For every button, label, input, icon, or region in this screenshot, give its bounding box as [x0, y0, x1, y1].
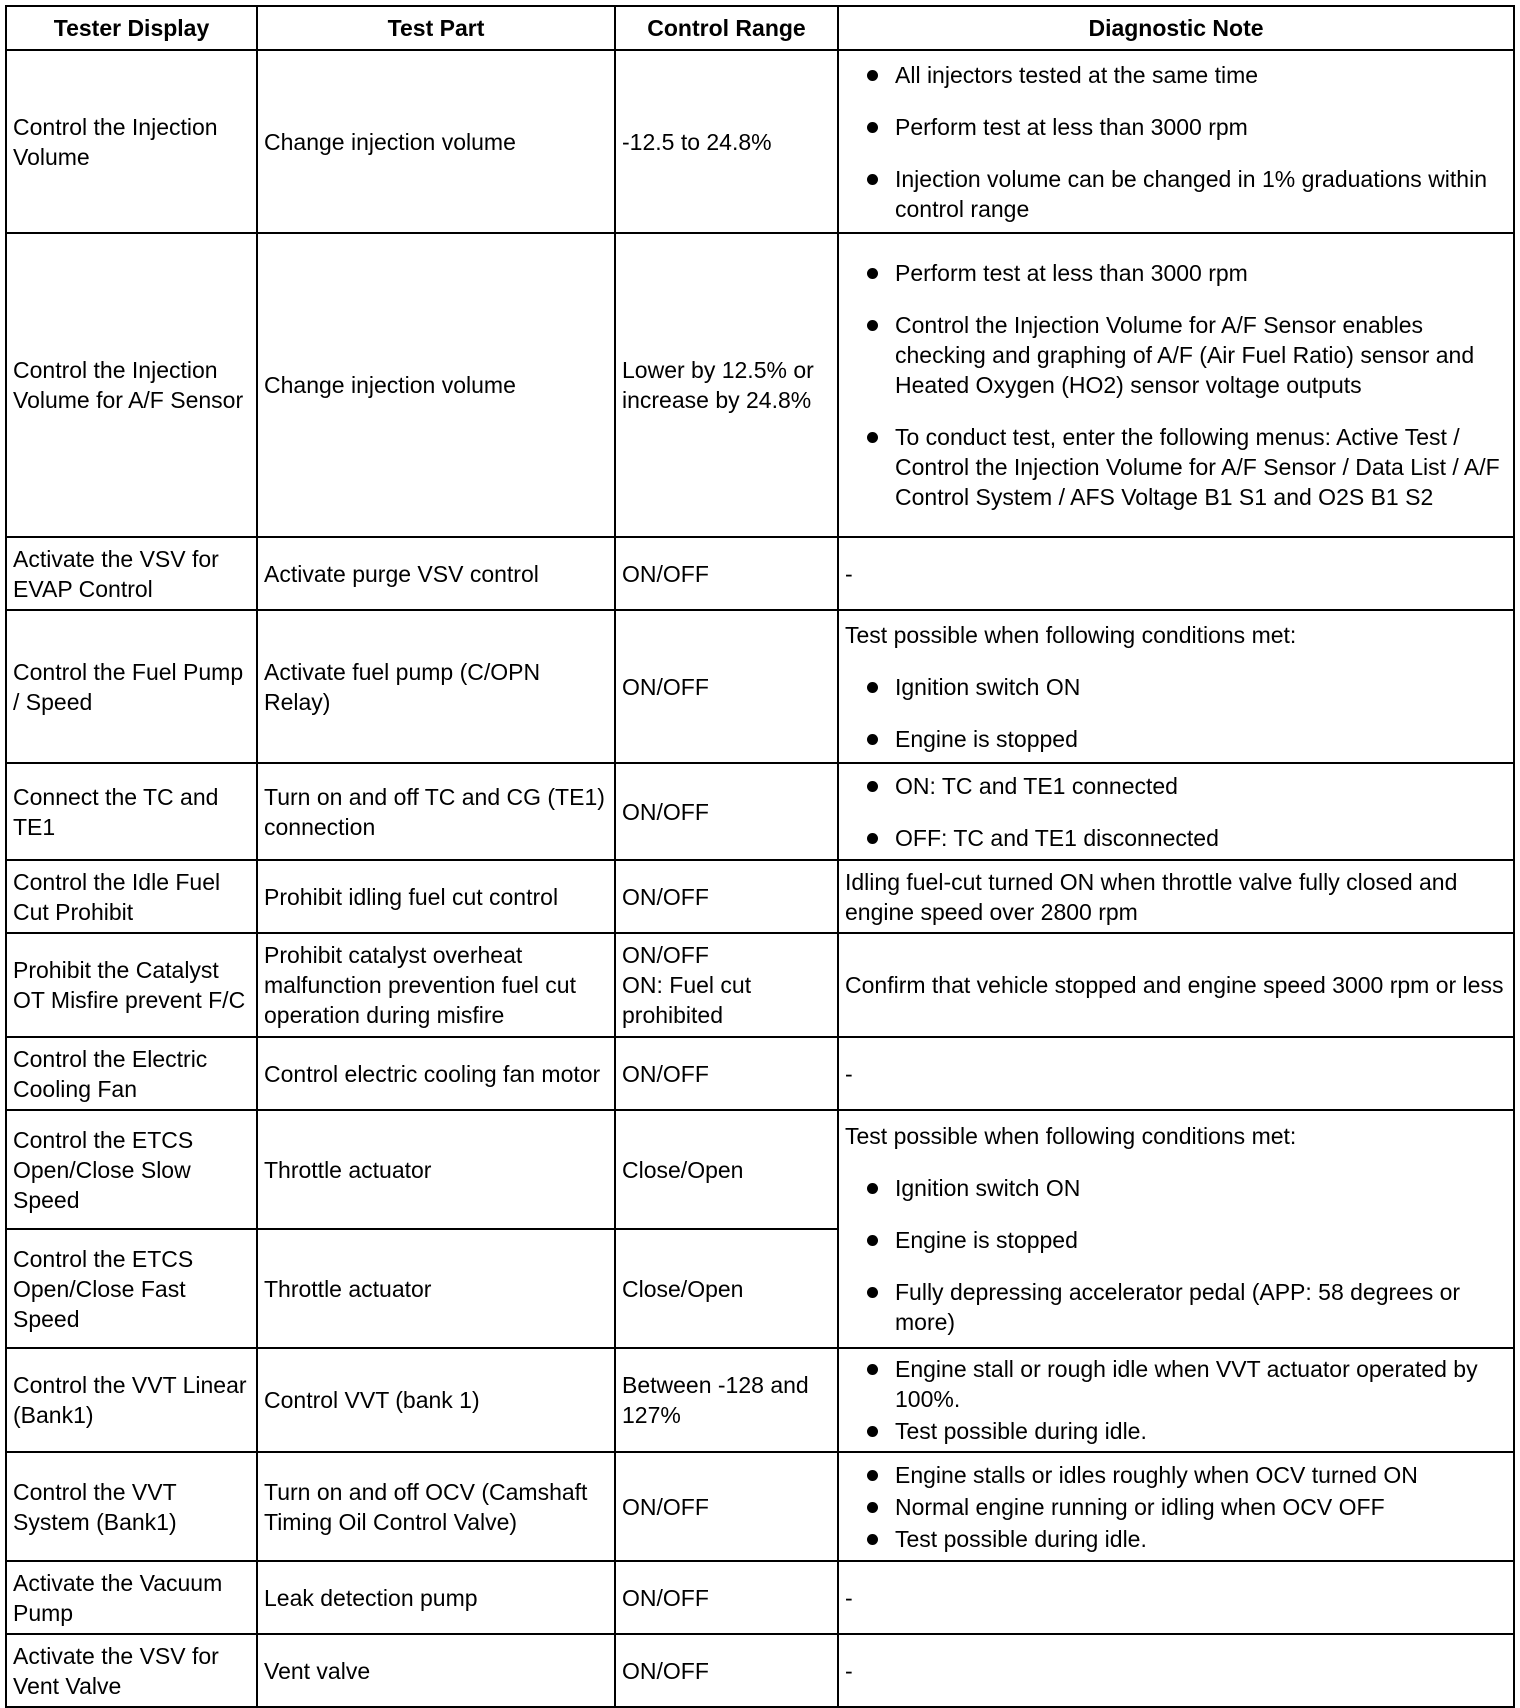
note-bullet: All injectors tested at the same time: [845, 60, 1507, 90]
control-range-line: ON/OFF: [622, 942, 709, 968]
tester-display-cell: Control the VVT System (Bank1): [6, 1452, 257, 1561]
control-range-cell: ON/OFF: [615, 1037, 838, 1110]
diagnostic-note-cell: [838, 1110, 1514, 1348]
note-list: [845, 672, 1507, 754]
diagnostic-note-cell: -: [838, 1037, 1514, 1110]
table-row: [6, 860, 1514, 933]
note-bullet: Ignition switch ON: [845, 1173, 1507, 1203]
diagnostic-note-cell: -: [838, 537, 1514, 610]
note-list: [845, 60, 1507, 224]
control-range-cell: [615, 933, 838, 1037]
tester-display-cell: Control the Electric Cooling Fan: [6, 1037, 257, 1110]
table-row: [6, 610, 1514, 763]
diagnostic-note-cell: [838, 233, 1514, 537]
control-range-cell: ON/OFF: [615, 537, 838, 610]
test-part-cell: Throttle actuator: [257, 1229, 615, 1348]
tester-display-cell: Control the Injection Volume for A/F Sensor: [6, 233, 257, 537]
test-part-cell: Throttle actuator: [257, 1110, 615, 1229]
table-row: [6, 933, 1514, 1037]
control-range-cell: ON/OFF: [615, 610, 838, 763]
note-intro: Test possible when following conditions met:: [845, 621, 1297, 648]
test-part-cell: Leak detection pump: [257, 1561, 615, 1634]
header-row: [6, 6, 1514, 50]
table-row: [6, 1634, 1514, 1707]
tester-display-cell: Control the Fuel Pump / Speed: [6, 610, 257, 763]
tester-display-cell: Activate the Vacuum Pump: [6, 1561, 257, 1634]
note-list: [845, 1460, 1507, 1554]
note-bullet: Engine stall or rough idle when VVT actuator operated by 100%.: [845, 1354, 1507, 1414]
diagnostic-note-cell: [838, 1348, 1514, 1452]
note-bullet: Engine is stopped: [845, 724, 1507, 754]
table-row: [6, 1348, 1514, 1452]
note-bullet: Perform test at less than 3000 rpm: [845, 258, 1507, 288]
control-range-line: ON: Fuel cut prohibited: [622, 972, 752, 1028]
note-bullet: Normal engine running or idling when OCV OFF: [845, 1492, 1507, 1522]
test-part-cell: Activate purge VSV control: [257, 537, 615, 610]
table-row: [6, 1110, 1514, 1229]
control-range-cell: ON/OFF: [615, 1561, 838, 1634]
note-bullet: To conduct test, enter the following menus: Active Test / Control the Injection Volume for A/F Sensor / Data List / A/F Control System / AFS Voltage B1 S1 and O2S B1 S2: [845, 422, 1507, 512]
table-row: [6, 1452, 1514, 1561]
header-test-part: Test Part: [257, 6, 615, 50]
tester-display-cell: Activate the VSV for Vent Valve: [6, 1634, 257, 1707]
control-range-cell: Close/Open: [615, 1229, 838, 1348]
note-list: [845, 1173, 1507, 1337]
table-row: [6, 537, 1514, 610]
test-part-cell: Control electric cooling fan motor: [257, 1037, 615, 1110]
table-row: [6, 1561, 1514, 1634]
note-bullet: Control the Injection Volume for A/F Sensor enables checking and graphing of A/F (Air Fuel Ratio) sensor and Heated Oxygen (HO2) sensor voltage outputs: [845, 310, 1507, 400]
diagnostic-note-cell: Idling fuel-cut turned ON when throttle valve fully closed and engine speed over 2800 rpm: [838, 860, 1514, 933]
diagnostic-note-cell: Confirm that vehicle stopped and engine speed 3000 rpm or less: [838, 933, 1514, 1037]
note-bullet: Test possible during idle.: [845, 1416, 1507, 1446]
control-range-cell: Lower by 12.5% or increase by 24.8%: [615, 233, 838, 537]
test-part-cell: Vent valve: [257, 1634, 615, 1707]
diagnostic-note-cell: -: [838, 1634, 1514, 1707]
control-range-cell: Close/Open: [615, 1110, 838, 1229]
tester-display-cell: Control the ETCS Open/Close Slow Speed: [6, 1110, 257, 1229]
table-row: [6, 50, 1514, 233]
test-part-cell: Change injection volume: [257, 50, 615, 233]
note-bullet: OFF: TC and TE1 disconnected: [845, 823, 1507, 853]
table-row: [6, 763, 1514, 860]
table-row: [6, 1037, 1514, 1110]
note-list: [845, 771, 1507, 853]
diagnostic-note-cell: [838, 50, 1514, 233]
note-bullet: Ignition switch ON: [845, 672, 1507, 702]
test-part-cell: Prohibit catalyst overheat malfunction prevention fuel cut operation during misfire: [257, 933, 615, 1037]
test-part-cell: Turn on and off OCV (Camshaft Timing Oil Control Valve): [257, 1452, 615, 1561]
header-control-range: Control Range: [615, 6, 838, 50]
control-range-cell: Between -128 and 127%: [615, 1348, 838, 1452]
note-bullet: Injection volume can be changed in 1% graduations within control range: [845, 164, 1507, 224]
test-part-cell: Change injection volume: [257, 233, 615, 537]
tester-display-cell: Control the Idle Fuel Cut Prohibit: [6, 860, 257, 933]
diagnostic-note-cell: [838, 763, 1514, 860]
tester-display-cell: Control the Injection Volume: [6, 50, 257, 233]
note-list: [845, 1354, 1507, 1446]
tester-display-cell: Control the VVT Linear (Bank1): [6, 1348, 257, 1452]
test-part-cell: Turn on and off TC and CG (TE1) connection: [257, 763, 615, 860]
note-bullet: Engine is stopped: [845, 1225, 1507, 1255]
diagnostic-note-cell: -: [838, 1561, 1514, 1634]
tester-display-cell: Connect the TC and TE1: [6, 763, 257, 860]
control-range-cell: ON/OFF: [615, 763, 838, 860]
note-list: [845, 258, 1507, 512]
test-part-cell: Control VVT (bank 1): [257, 1348, 615, 1452]
tester-display-cell: Prohibit the Catalyst OT Misfire prevent F/C: [6, 933, 257, 1037]
control-range-cell: ON/OFF: [615, 860, 838, 933]
diagnostic-note-cell: [838, 1452, 1514, 1561]
note-bullet: Fully depressing accelerator pedal (APP: 58 degrees or more): [845, 1277, 1507, 1337]
control-range-cell: ON/OFF: [615, 1452, 838, 1561]
active-test-table: [5, 5, 1515, 1708]
test-part-cell: Prohibit idling fuel cut control: [257, 860, 615, 933]
tester-display-cell: Control the ETCS Open/Close Fast Speed: [6, 1229, 257, 1348]
header-diagnostic-note: Diagnostic Note: [838, 6, 1514, 50]
table-row: [6, 233, 1514, 537]
note-bullet: ON: TC and TE1 connected: [845, 771, 1507, 801]
control-range-cell: -12.5 to 24.8%: [615, 50, 838, 233]
test-part-cell: Activate fuel pump (C/OPN Relay): [257, 610, 615, 763]
control-range-cell: ON/OFF: [615, 1634, 838, 1707]
tester-display-cell: Activate the VSV for EVAP Control: [6, 537, 257, 610]
note-intro: Test possible when following conditions met:: [845, 1123, 1297, 1149]
note-bullet: Engine stalls or idles roughly when OCV turned ON: [845, 1460, 1507, 1490]
header-tester-display: Tester Display: [6, 6, 257, 50]
note-bullet: Perform test at less than 3000 rpm: [845, 112, 1507, 142]
note-bullet: Test possible during idle.: [845, 1524, 1507, 1554]
diagnostic-note-cell: [838, 610, 1514, 763]
